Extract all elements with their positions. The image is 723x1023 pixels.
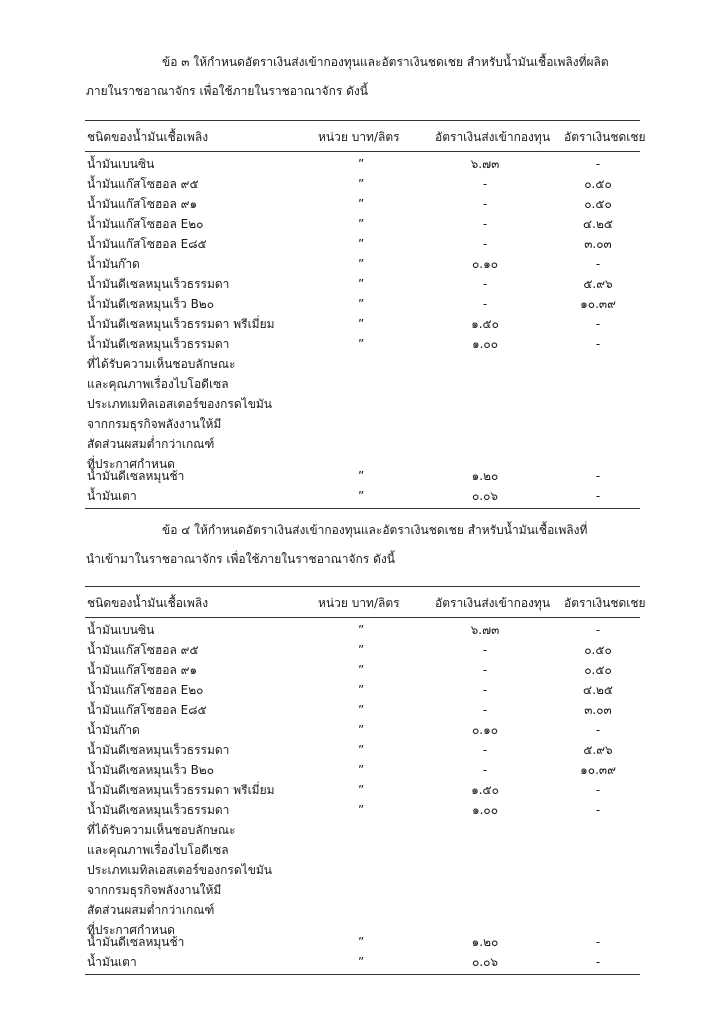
unit-cell: ” [358,763,365,777]
fund-rate-cell: - [482,217,488,231]
table-body [85,618,640,972]
fund-rate-cell: ๐.๑๐ [471,257,499,271]
unit-cell: ” [358,663,365,677]
table-body [85,152,640,506]
fuel-name-cell: น้ำมันแก๊สโซฮอล ๙๑ [87,197,198,211]
fuel-name-cell: น้ำมันดีเซลหมุนเร็วธรรมดา [87,277,230,291]
subsidy-rate-cell: ๔.๒๕ [583,683,613,697]
subsidy-rate-cell: - [595,623,601,637]
subsidy-rate-cell: ๑๐.๓๙ [580,763,616,777]
table-row [85,952,640,972]
subsidy-rate-cell: ๓.๐๓ [584,703,612,717]
table-row [85,740,640,760]
domestic-fuel-table [85,120,646,509]
fuel-name-cell: น้ำมันก๊าด [87,257,140,271]
unit-cell: ” [358,197,365,211]
fund-rate-cell: - [482,663,488,677]
table-row [85,214,640,234]
fund-rate-cell: ๑.๐๐ [471,803,499,817]
fund-rate-cell: - [482,197,488,211]
fund-rate-cell: - [482,683,488,697]
section-3-line-2: ภายในราชอาณาจักร เพื่อใช้ภายในราชอาณาจักร ดังนี้ [86,84,368,98]
subsidy-rate-cell: ๑๐.๓๙ [580,297,616,311]
header-fund-rate: อัตราเงินส่งเข้ากองทุน [435,130,551,144]
unit-cell: ” [358,643,365,657]
fuel-name-cell: น้ำมันดีเซลหมุนเร็วธรรมดา [87,743,230,757]
unit-cell: ” [358,237,365,251]
table-row [85,174,640,194]
fund-rate-cell: - [482,177,488,191]
fund-rate-cell: ๐.๑๐ [471,723,499,737]
unit-cell: ” [358,783,365,797]
imported-fuel-table [85,586,646,975]
section-4-line-2: นำเข้ามาในราชอาณาจักร เพื่อใช้ภายในราชอาณาจักร ดังนี้ [86,552,395,566]
fuel-name-cell: น้ำมันเบนซิน [87,157,155,171]
header-unit: หน่วย บาท/ลิตร [318,130,400,144]
unit-cell: ” [358,489,365,503]
fuel-name-cell: น้ำมันเตา [87,955,137,969]
section-4-line-1: ข้อ ๔ ให้กำหนดอัตราเงินส่งเข้ากองทุนและอัตราเงินชดเชย สำหรับน้ำมันเชื้อเพลิงที่ [162,523,588,537]
table-row [85,932,640,952]
fund-rate-cell: - [482,297,488,311]
table-row [85,334,640,471]
header-fund-rate: อัตราเงินส่งเข้ากองทุน [435,596,551,610]
subsidy-rate-cell: - [595,955,601,969]
unit-cell: ” [358,277,365,291]
header-fuel-type: ชนิดของน้ำมันเชื้อเพลิง [87,596,209,610]
fuel-name-cell: น้ำมันดีเซลหมุนเร็วธรรมดา ที่ได้รับความเห็นชอบลักษณะ และคุณภาพเรื่องไบโอดีเซล ประเภทเมทิลเอสเตอร์ของกรดไขมัน จากกรมธุรกิจพลังงานให้มี สัดส่วนผสมต่ำกว่าเกณฑ์ ที่ประกาศกำหนด [87,803,273,937]
subsidy-rate-cell: ๕.๙๖ [583,277,613,291]
unit-cell: ” [358,935,365,949]
fund-rate-cell: - [482,743,488,757]
fuel-name-cell: น้ำมันดีเซลหมุนเร็ว B๒๐ [87,297,215,311]
table-row [85,720,640,740]
subsidy-rate-cell: ๐.๕๐ [584,643,612,657]
unit-cell: ” [358,157,365,171]
fuel-name-cell: น้ำมันเบนซิน [87,623,155,637]
fund-rate-cell: - [482,277,488,291]
subsidy-rate-cell: ๐.๕๐ [584,663,612,677]
subsidy-rate-cell: - [595,935,601,949]
header-unit: หน่วย บาท/ลิตร [318,596,400,610]
fund-rate-cell: ๑.๒๐ [471,935,499,949]
unit-cell: ” [358,337,365,351]
table-header [85,586,646,618]
subsidy-rate-cell: ๔.๒๕ [583,217,613,231]
table-row [85,640,640,660]
unit-cell: ” [358,955,365,969]
subsidy-rate-cell: ๕.๙๖ [583,743,613,757]
unit-cell: ” [358,803,365,817]
table-row [85,620,640,640]
table-row [85,274,640,294]
section-3-paragraph [86,48,641,106]
subsidy-rate-cell: - [595,157,601,171]
unit-cell: ” [358,683,365,697]
table-header [85,120,646,152]
subsidy-rate-cell: - [595,337,601,351]
fund-rate-cell: ๑.๕๐ [471,317,499,331]
header-subsidy-rate: อัตราเงินชดเชย [564,596,646,610]
subsidy-rate-cell: - [595,469,601,483]
fund-rate-cell: - [482,237,488,251]
table-row [85,780,640,800]
subsidy-rate-cell: - [595,317,601,331]
table-row [85,680,640,700]
fund-rate-cell: ๐.๐๖ [471,955,499,969]
unit-cell: ” [358,703,365,717]
fund-rate-cell: ๑.๐๐ [471,337,499,351]
fund-rate-cell: ๑.๒๐ [471,469,499,483]
unit-cell: ” [358,297,365,311]
header-fuel-type: ชนิดของน้ำมันเชื้อเพลิง [87,130,209,144]
table-row [85,234,640,254]
subsidy-rate-cell: ๐.๕๐ [584,177,612,191]
section-4-paragraph [86,516,641,574]
unit-cell: ” [358,317,365,331]
fuel-name-cell: น้ำมันเตา [87,489,137,503]
subsidy-rate-cell: - [595,489,601,503]
subsidy-rate-cell: - [595,723,601,737]
unit-cell: ” [358,217,365,231]
table-row [85,294,640,314]
unit-cell: ” [358,723,365,737]
fund-rate-cell: ๑.๕๐ [471,783,499,797]
table-row [85,760,640,780]
table-row [85,800,640,937]
unit-cell: ” [358,469,365,483]
fuel-name-cell: น้ำมันดีเซลหมุนเร็วธรรมดา ที่ได้รับความเห็นชอบลักษณะ และคุณภาพเรื่องไบโอดีเซล ประเภทเมทิลเอสเตอร์ของกรดไขมัน จากกรมธุรกิจพลังงานให้มี สัดส่วนผสมต่ำกว่าเกณฑ์ ที่ประกาศกำหนด [87,337,273,471]
table-row [85,194,640,214]
unit-cell: ” [358,257,365,271]
unit-cell: ” [358,743,365,757]
fuel-name-cell: น้ำมันแก๊สโซฮอล ๙๕ [87,643,199,657]
fund-rate-cell: ๐.๐๖ [471,489,499,503]
fund-rate-cell: - [482,703,488,717]
fuel-name-cell: น้ำมันแก๊สโซฮอล ๙๕ [87,177,199,191]
table-row [85,660,640,680]
fund-rate-cell: - [482,643,488,657]
table-row [85,154,640,174]
fund-rate-cell: ๖.๗๓ [470,157,500,171]
table-row [85,254,640,274]
subsidy-rate-cell: - [595,257,601,271]
table-row [85,700,640,720]
fuel-name-cell: น้ำมันแก๊สโซฮอล ๙๑ [87,663,198,677]
fuel-name-cell: น้ำมันดีเซลหมุนเร็ว B๒๐ [87,763,215,777]
fund-rate-cell: - [482,763,488,777]
table-bottom-rule [85,508,640,509]
subsidy-rate-cell: - [595,803,601,817]
fuel-name-cell: น้ำมันดีเซลหมุนช้า [87,469,185,483]
fuel-name-cell: น้ำมันแก๊สโซฮอล E๘๕ [87,703,207,717]
fuel-name-cell: น้ำมันแก๊สโซฮอล E๒๐ [87,683,204,697]
subsidy-rate-cell: ๓.๐๓ [584,237,612,251]
fuel-name-cell: น้ำมันดีเซลหมุนช้า [87,935,185,949]
fuel-name-cell: น้ำมันแก๊สโซฮอล E๒๐ [87,217,204,231]
table-row [85,314,640,334]
fuel-name-cell: น้ำมันดีเซลหมุนเร็วธรรมดา พรีเมี่ยม [87,317,275,331]
fuel-name-cell: น้ำมันก๊าด [87,723,140,737]
unit-cell: ” [358,177,365,191]
unit-cell: ” [358,623,365,637]
subsidy-rate-cell: ๐.๕๐ [584,197,612,211]
fund-rate-cell: ๖.๗๓ [470,623,500,637]
table-bottom-rule [85,974,640,975]
fuel-name-cell: น้ำมันดีเซลหมุนเร็วธรรมดา พรีเมี่ยม [87,783,275,797]
table-row [85,486,640,506]
section-3-line-1: ข้อ ๓ ให้กำหนดอัตราเงินส่งเข้ากองทุนและอัตราเงินชดเชย สำหรับน้ำมันเชื้อเพลิงที่ผลิต [162,55,609,69]
fuel-name-cell: น้ำมันแก๊สโซฮอล E๘๕ [87,237,207,251]
table-row [85,466,640,486]
subsidy-rate-cell: - [595,783,601,797]
header-subsidy-rate: อัตราเงินชดเชย [564,130,646,144]
